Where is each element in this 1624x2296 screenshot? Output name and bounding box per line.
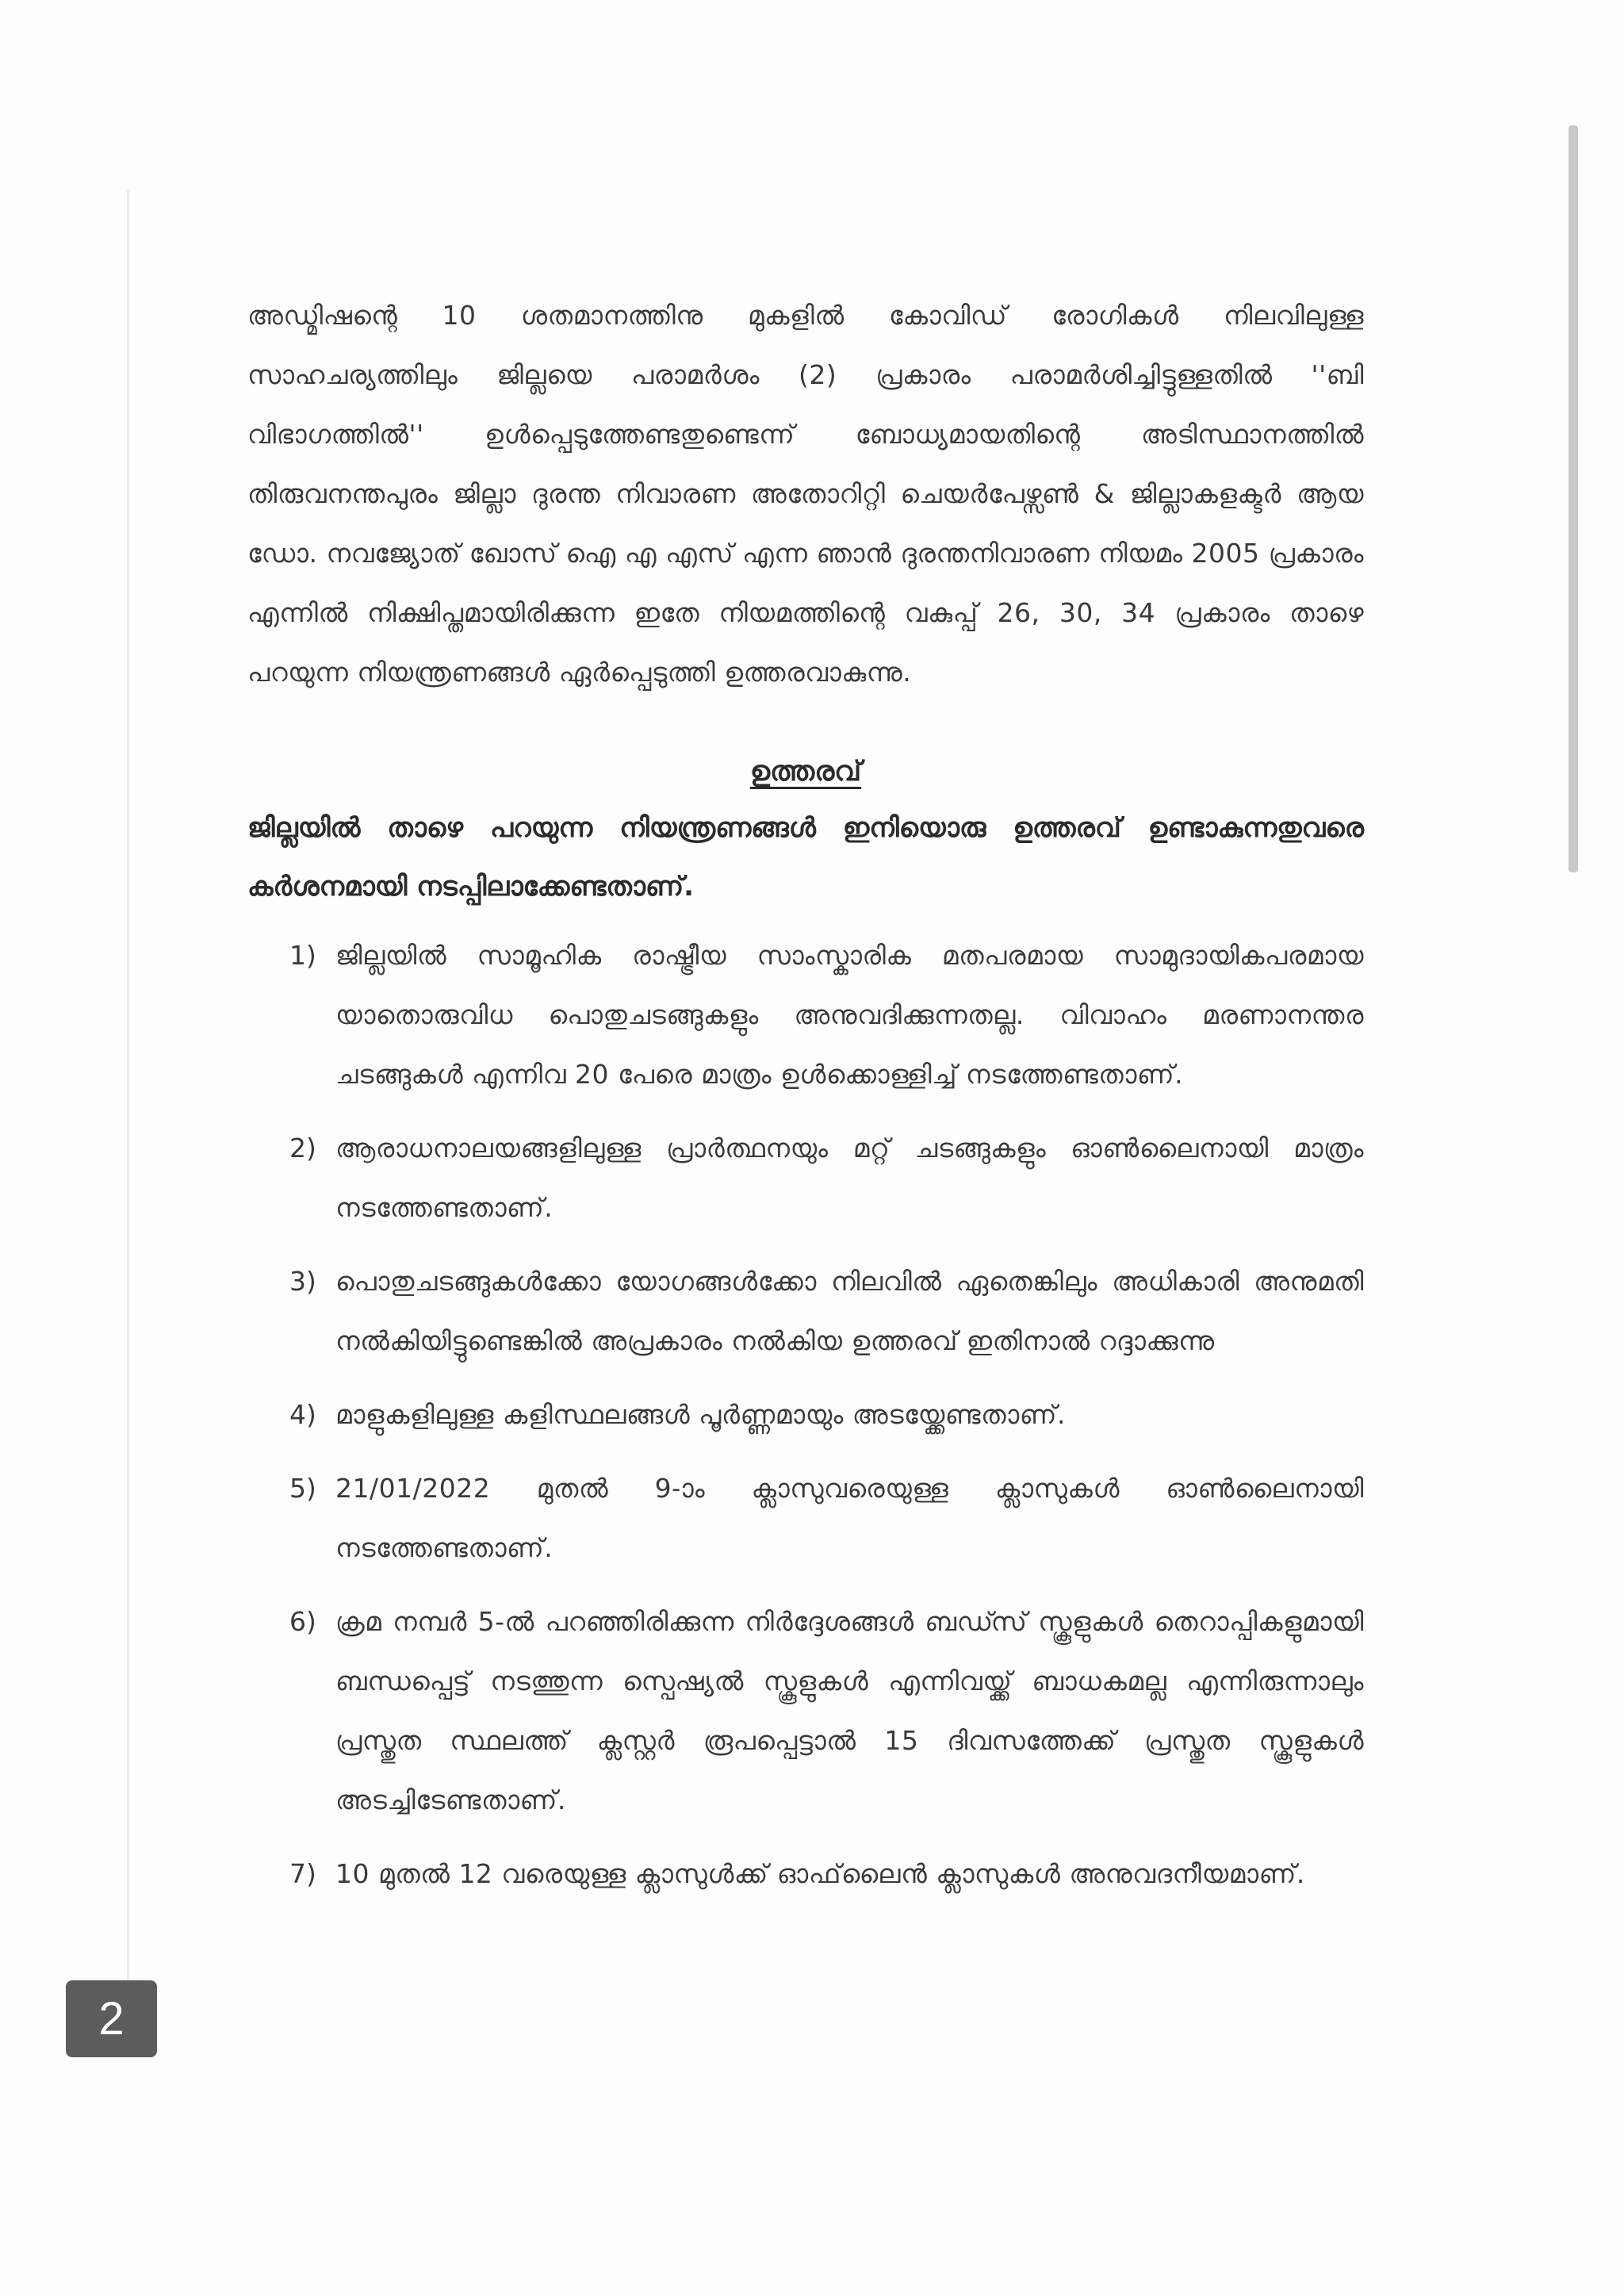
page-edge	[127, 190, 129, 1983]
list-item-text: ജില്ലയിൽ സാമൂഹിക രാഷ്ട്രീയ സാംസ്കാരിക മതപരമായ സാമുദായികപരമായ യാതൊരുവിധ പൊതുചടങ്ങുകളും അനുവദിക്കുന്നതല്ല. വിവാഹം മരണാനന്തര ചടങ്ങുകൾ എന്നിവ 20 പേരെ മാത്രം ഉൾക്കൊള്ളിച്ച് നടത്തേണ്ടതാണ്.	[335, 940, 1364, 1090]
list-item	[247, 926, 1364, 1104]
list-item-text: പൊതുചടങ്ങുകൾക്കോ യോഗങ്ങൾക്കോ നിലവിൽ ഏതെങ്കിലും അധികാരി അനുമതി നൽകിയിട്ടുണ്ടെങ്കിൽ അപ്രകാരം നൽകിയ ഉത്തരവ് ഇതിനാൽ റദ്ദാക്കുന്നു	[335, 1266, 1364, 1356]
order-heading-wrap	[247, 756, 1364, 788]
list-item	[247, 1118, 1364, 1237]
list-item	[247, 1385, 1364, 1444]
list-item	[247, 1251, 1364, 1370]
list-item-number: 4)	[289, 1399, 316, 1430]
list-item-number: 7)	[289, 1858, 316, 1889]
list-item-text: ആരാധനാലയങ്ങളിലുള്ള പ്രാർത്ഥനയും മറ്റ് ചടങ്ങുകളും ഓൺലൈനായി മാത്രം നടത്തേണ്ടതാണ്.	[335, 1133, 1364, 1223]
list-item-text: മാളുകളിലുള്ള കളിസ്ഥലങ്ങൾ പൂർണ്ണമായും അടയ്ക്കേണ്ടതാണ്.	[335, 1399, 1066, 1430]
list-item	[247, 1592, 1364, 1830]
order-heading: ഉത്തരവ്	[749, 756, 862, 788]
list-item-text: 10 മുതൽ 12 വരെയുള്ള ക്ലാസുൾക്ക് ഓഫ്‌ലൈൻ ക്ലാസുകൾ അനുവദനീയമാണ്.	[335, 1858, 1305, 1889]
list-item	[247, 1458, 1364, 1577]
scrollbar[interactable]	[1568, 125, 1578, 872]
list-item-number: 2)	[289, 1133, 316, 1163]
list-item-number: 6)	[289, 1606, 316, 1637]
page-number-badge: 2	[66, 1980, 157, 2057]
list-item-number: 1)	[289, 940, 316, 971]
list-item-text: ക്രമ നമ്പർ 5-ൽ പറഞ്ഞിരിക്കുന്ന നിർദ്ദേശങ്ങൾ ബഡ്സ് സ്കൂളുകൾ തെറാപ്പികളുമായി ബന്ധപ്പെട്ട് നടത്തുന്ന സ്പെഷ്യൽ സ്കൂളുകൾ എന്നിവയ്ക്ക് ബാധകമല്ല എന്നിരുന്നാലും പ്രസ്തുത സ്ഥലത്ത് ക്ലസ്റ്റർ രൂപപ്പെട്ടാൽ 15 ദിവസത്തേക്ക് പ്രസ്തുത സ്കൂളുകൾ അടച്ചിടേണ്ടതാണ്.	[335, 1606, 1364, 1815]
intro-paragraph: അഡ്മിഷന്റെ 10 ശതമാനത്തിനു മുകളിൽ കോവിഡ് രോഗികൾ നിലവിലുള്ള സാഹചര്യത്തിലും ജില്ലയെ പരാമർശം (2) പ്രകാരം പരാമർശിച്ചിട്ടുള്ളതിൽ ''ബി വിഭാഗത്തിൽ'' ഉൾപ്പെടുത്തേണ്ടതുണ്ടെന്ന് ബോധ്യമായതിന്റെ അടിസ്ഥാനത്തിൽ തിരുവനന്തപുരം ജില്ലാ ദുരന്ത നിവാരണ അതോറിറ്റി ചെയർപേഴ്സൺ & ജില്ലാകളക്ടർ ആയ ഡോ. നവജ്യോത് ഖോസ് ഐ എ എസ് എന്ന ഞാൻ ദുരന്തനിവാരണ നിയമം 2005 പ്രകാരം എന്നിൽ നിക്ഷിപ്തമായിരിക്കുന്ന ഇതേ നിയമത്തിന്റെ വകുപ്പ് 26, 30, 34 പ്രകാരം താഴെ പറയുന്ന നിയന്ത്രണങ്ങൾ ഏർപ്പെടുത്തി ഉത്തരവാകുന്നു.	[247, 300, 1364, 688]
list-item-text: 21/01/2022 മുതൽ 9-ാം ക്ലാസുവരെയുള്ള ക്ലാസുകൾ ഓൺലൈനായി നടത്തേണ്ടതാണ്.	[335, 1473, 1364, 1563]
document-body	[247, 286, 1364, 1918]
order-list	[247, 926, 1364, 1903]
list-item-number: 5)	[289, 1473, 316, 1504]
list-item	[247, 1844, 1364, 1903]
list-item-number: 3)	[289, 1266, 316, 1297]
order-intro: ജില്ലയിൽ താഴെ പറയുന്ന നിയന്ത്രണങ്ങൾ ഇനിയൊരു ഉത്തരവ് ഉണ്ടാകുന്നതുവരെ കർശനമായി നടപ്പിലാക്കേണ്ടതാണ്.	[247, 812, 1364, 903]
